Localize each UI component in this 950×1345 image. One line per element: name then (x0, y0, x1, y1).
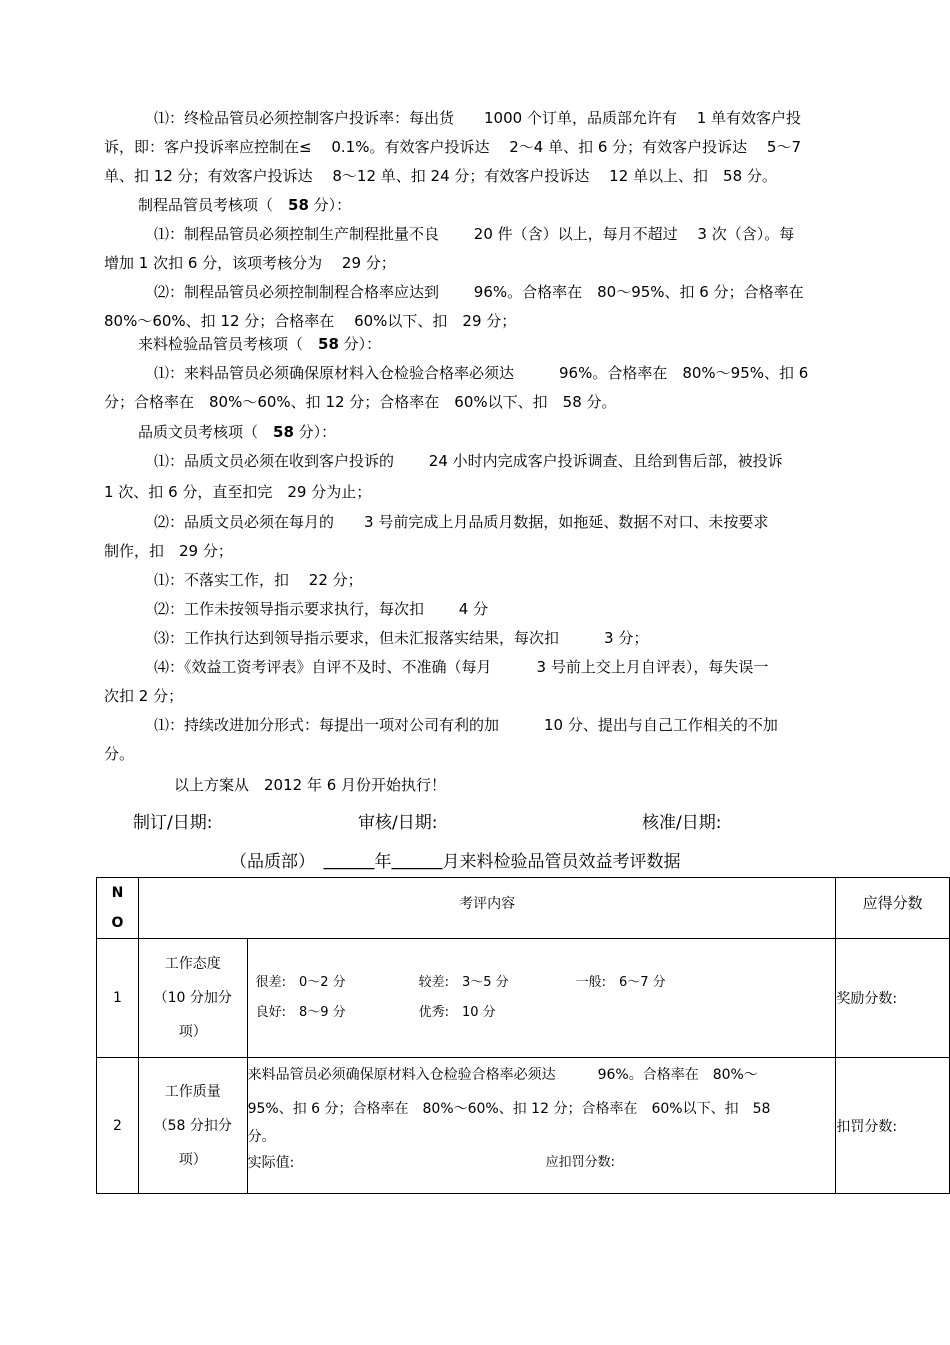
paragraph-line: 80%～60%、扣 12 分；合格率在 60%以下、扣 29 分； (104, 312, 517, 330)
actual-value-label: 实际值: (247, 1155, 295, 1171)
paragraph-line: ⑵：品质文员必须在每月的 3 号前完成上月品质月数据，如拖延、数据不对口、未按要求 (154, 513, 769, 531)
table-row (97, 1058, 950, 1194)
grade-scale (247, 939, 836, 1058)
grade-good: 良好: 8～9 分 (255, 1005, 346, 1020)
section-heading-incoming: 来料检验品管员考核项（ 58 分）： (138, 335, 382, 353)
criteria-line: 分。 (247, 1129, 276, 1145)
grade-average: 一般: 6～7 分 (575, 975, 666, 990)
paragraph-line: ⑶：工作执行达到领导指示要求，但未汇报落实结果，每次扣 3 分； (154, 629, 649, 647)
grade-excellent: 优秀: 10 分 (418, 1005, 496, 1020)
paragraph-line: 制作，扣 29 分； (104, 542, 233, 560)
section-heading-clerk: 品质文员考核项（ 58 分）： (138, 423, 337, 441)
paragraph-line: 次扣 2 分； (104, 687, 184, 705)
month-blank: ＿＿＿ (391, 852, 443, 872)
paragraph-line: ⑴：持续改进加分形式：每提出一项对公司有利的加 10 分、提出与自己工作相关的不加 (154, 716, 778, 734)
grade-very-poor: 很差: 0～2 分 (255, 975, 346, 990)
section-heading-process: 制程品管员考核项（ 58 分）： (138, 196, 352, 214)
paragraph-line: 单、扣 12 分；有效客户投诉达 8～12 单、扣 24 分；有效客户投诉达 12 单以上、扣 58 分。 (104, 167, 777, 185)
made-by-date: 制订/日期: (133, 813, 213, 833)
paragraph-line: ⑴：来料品管员必须确保原材料入仓检验合格率必须达 96%。合格率在 80%～95%、扣 6 (154, 364, 809, 382)
paragraph-line: ⑷：《效益工资考评表》自评不及时、不准确（每月 3 号前上交上月自评表），每失误一 (154, 658, 769, 676)
grade-poor: 较差: 3～5 分 (418, 975, 509, 990)
paragraph-line: ⑴：终检品管员必须控制客户投诉率：每出货 1000 个订单，品质部允许有 1 单有效客户投 (154, 109, 802, 127)
reviewed-by-date: 审核/日期: (358, 813, 438, 833)
paragraph-line: 增加 1 次扣 6 分，该项考核分为 29 分； (104, 254, 396, 272)
paragraph-line: 分；合格率在 80%～60%、扣 12 分；合格率在 60%以下、扣 58 分。 (104, 393, 617, 411)
header-no: N O (97, 878, 139, 939)
effective-date-line: 以上方案从 2012 年 6 月份开始执行！ (174, 776, 447, 794)
paragraph-line: ⑴：不落实工作，扣 22 分； (154, 571, 363, 589)
paragraph-line: ⑴：制程品管员必须控制生产制程批量不良 20 件（含）以上，每月不超过 3 次（含）。每 (154, 225, 795, 243)
criteria-line: 95%、扣 6 分；合格率在 80%～60%、扣 12 分；合格率在 60%以下、扣 58 (247, 1101, 771, 1117)
criteria-line: 来料品管员必须确保原材料入仓检验合格率必须达 96%。合格率在 80%～ (247, 1067, 758, 1083)
table-title: （品质部） ＿＿＿年＿＿＿月来料检验品管员效益考评数据 (230, 852, 681, 872)
row-number: 1 (97, 939, 139, 1058)
row-item-quality: 工作质量 （58 分扣分 项） (138, 1058, 247, 1194)
penalty-score-label: 扣罚分数: (836, 1058, 950, 1194)
reward-score-label: 奖励分数: (836, 939, 950, 1058)
year-blank: ＿＿＿ (323, 852, 375, 872)
header-content: 考评内容 (138, 878, 835, 939)
section-score: 58 (288, 196, 309, 214)
paragraph-line: ⑴：品质文员必须在收到客户投诉的 24 小时内完成客户投诉调查、且给到售后部，被投诉 (154, 452, 783, 470)
quality-criteria (247, 1058, 836, 1194)
evaluation-table (96, 877, 950, 1194)
row-item-attitude: 工作态度 （10 分加分 项） (138, 939, 247, 1058)
table-row (97, 939, 950, 1058)
paragraph-line: 诉，即：客户投诉率应控制在≤ 0.1%。有效客户投诉达 2～4 单、扣 6 分；有效客户投诉达 5～7 (104, 138, 802, 156)
paragraph-line: ⑵：制程品管员必须控制制程合格率应达到 96%。合格率在 80～95%、扣 6 分；合格率在 (154, 283, 804, 301)
row-number: 2 (97, 1058, 139, 1194)
deduction-label: 应扣罚分数: (545, 1155, 615, 1170)
paragraph-line: 分。 (104, 745, 135, 763)
table-header-row (97, 878, 950, 939)
paragraph-line: 1 次、扣 6 分，直至扣完 29 分为止； (104, 483, 372, 501)
approved-by-date: 核准/日期: (642, 813, 722, 833)
section-score: 58 (273, 423, 294, 441)
header-score: 应得分数 (836, 878, 950, 939)
section-score: 58 (318, 335, 339, 353)
paragraph-line: ⑵：工作未按领导指示要求执行，每次扣 4 分 (154, 600, 489, 618)
